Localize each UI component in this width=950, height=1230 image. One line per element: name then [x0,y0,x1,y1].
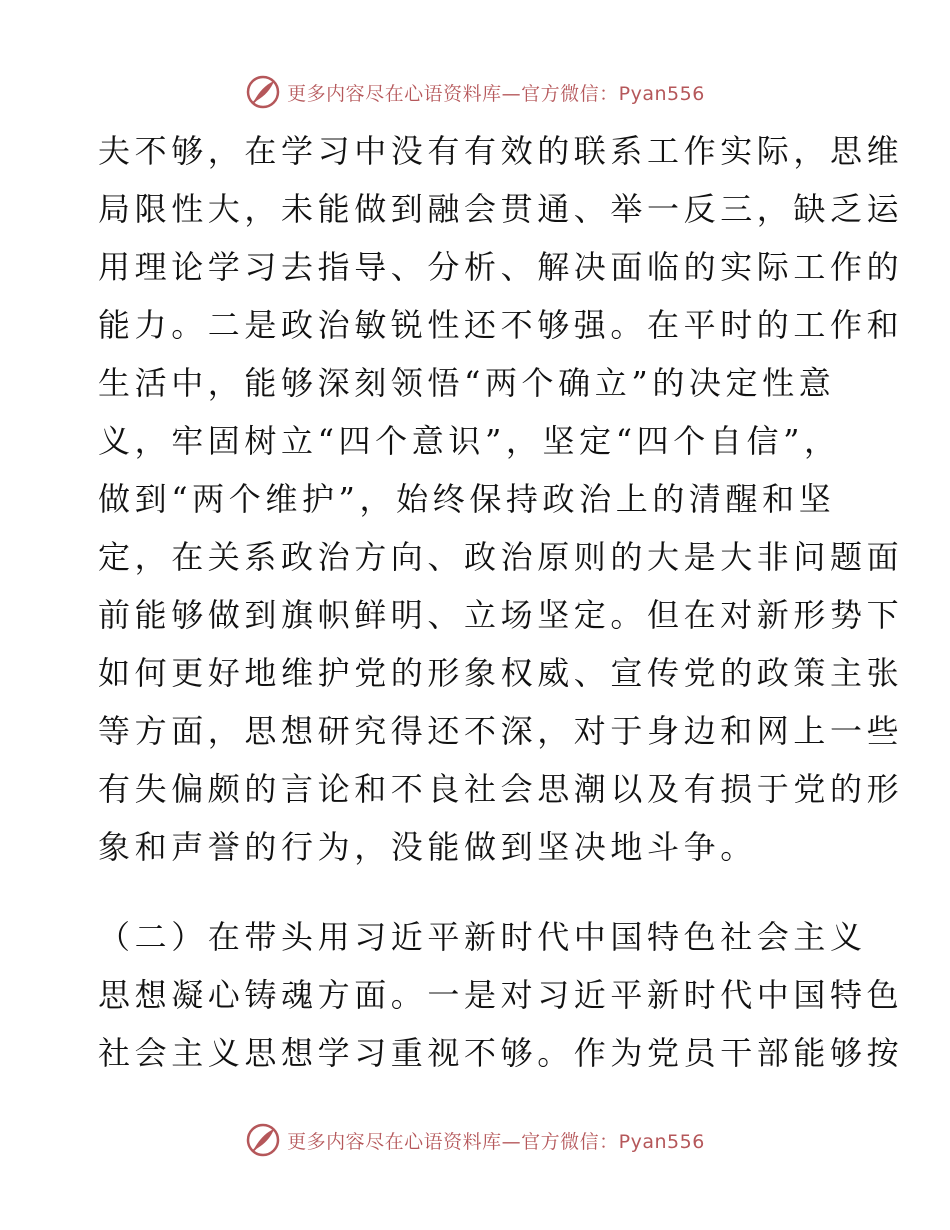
document-body [98,122,904,1082]
paragraph-1 [98,122,904,876]
header-watermark [0,72,950,112]
text-line: 思想凝心铸魂方面。一是对习近平新时代中国特色 [98,976,904,1014]
text-line: 如何更好地维护党的形象权威、宣传党的政策主张 [98,654,904,692]
text-line: 定，在关系政治方向、政治原则的大是大非问题面 [98,538,904,576]
text-line: （二）在带头用习近平新时代中国特色社会主义 [98,918,867,956]
paragraph-gap [98,876,858,908]
watermark-text: 更多内容尽在心语资料库—官方微信：Pyan556 [287,1130,705,1153]
text-line: 做到“两个维护”，始终保持政治上的清醒和坚 [98,480,836,518]
watermark-text: 更多内容尽在心语资料库—官方微信：Pyan556 [287,82,705,105]
text-line: 等方面，思想研究得还不深，对于身边和网上一些 [98,712,904,750]
text-line: 生活中，能够深刻领悟“两个确立”的决定性意 [98,364,836,402]
feather-pen-logo-icon [245,1122,281,1158]
text-line: 能力。二是政治敏锐性还不够强。在平时的工作和 [98,306,904,344]
text-line: 局限性大，未能做到融会贯通、举一反三，缺乏运 [98,190,904,228]
text-line: 社会主义思想学习重视不够。作为党员干部能够按 [98,1034,904,1072]
feather-pen-logo-icon [245,74,281,110]
text-line: 义，牢固树立“四个意识”，坚定“四个自信”， [98,422,841,460]
text-line: 象和声誉的行为，没能做到坚决地斗争。 [98,828,757,866]
text-line: 有失偏颇的言论和不良社会思潮以及有损于党的形 [98,770,904,808]
footer-watermark [0,1120,950,1160]
text-line: 夫不够，在学习中没有有效的联系工作实际，思维 [98,132,904,170]
text-line: 用理论学习去指导、分析、解决面临的实际工作的 [98,248,904,286]
text-line: 前能够做到旗帜鲜明、立场坚定。但在对新形势下 [98,596,904,634]
paragraph-2 [98,908,904,1082]
